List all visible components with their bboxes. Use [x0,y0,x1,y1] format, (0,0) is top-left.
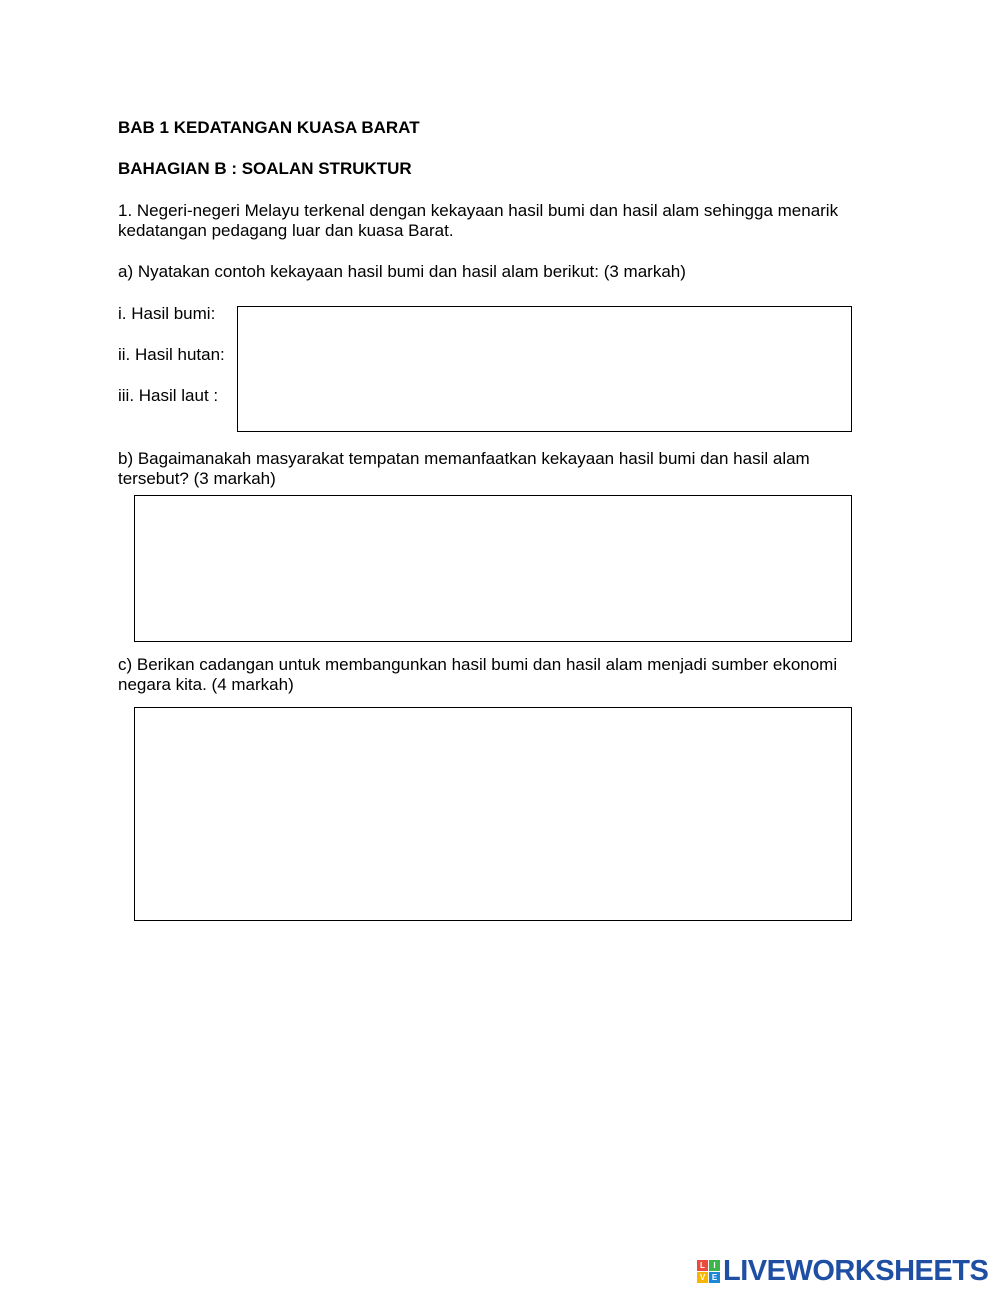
logo-text: LIVEWORKSHEETS [723,1254,989,1287]
question-intro-line-2: kedatangan pedagang luar dan kuasa Barat. [118,221,454,240]
part-a-prompt: a) Nyatakan contoh kekayaan hasil bumi dan hasil alam berikut: (3 markah) [118,262,686,281]
section-title: BAHAGIAN B : SOALAN STRUKTUR [118,159,412,178]
part-b-answer-box[interactable] [134,495,852,642]
part-c-answer-box[interactable] [134,707,852,921]
logo-letter: L [697,1260,708,1271]
part-b-prompt-line-2: tersebut? (3 markah) [118,469,276,488]
part-a-label-hasil-laut: iii. Hasil laut : [118,386,219,405]
part-c-prompt-line-1: c) Berikan cadangan untuk membangunkan hasil bumi dan hasil alam menjadi sumber ekonomi [118,655,838,674]
part-a-answer-box[interactable] [237,306,852,432]
part-c-prompt-line-2: negara kita. (4 markah) [118,675,294,694]
logo-letter: V [697,1272,708,1283]
logo-letter: I [709,1260,720,1271]
liveworksheets-logo [697,1256,988,1286]
part-b-prompt-line-1: b) Bagaimanakah masyarakat tempatan memanfaatkan kekayaan hasil bumi dan hasil alam [118,449,810,468]
logo-letter: E [709,1272,720,1283]
part-a-label-hasil-bumi: i. Hasil bumi: [118,304,216,323]
part-a-label-hasil-hutan: ii. Hasil hutan: [118,345,225,364]
question-intro-line-1: 1. Negeri-negeri Melayu terkenal dengan kekayaan hasil bumi dan hasil alam sehingga menarik [118,201,839,220]
chapter-title: BAB 1 KEDATANGAN KUASA BARAT [118,118,420,137]
logo-mark-icon [697,1260,720,1283]
